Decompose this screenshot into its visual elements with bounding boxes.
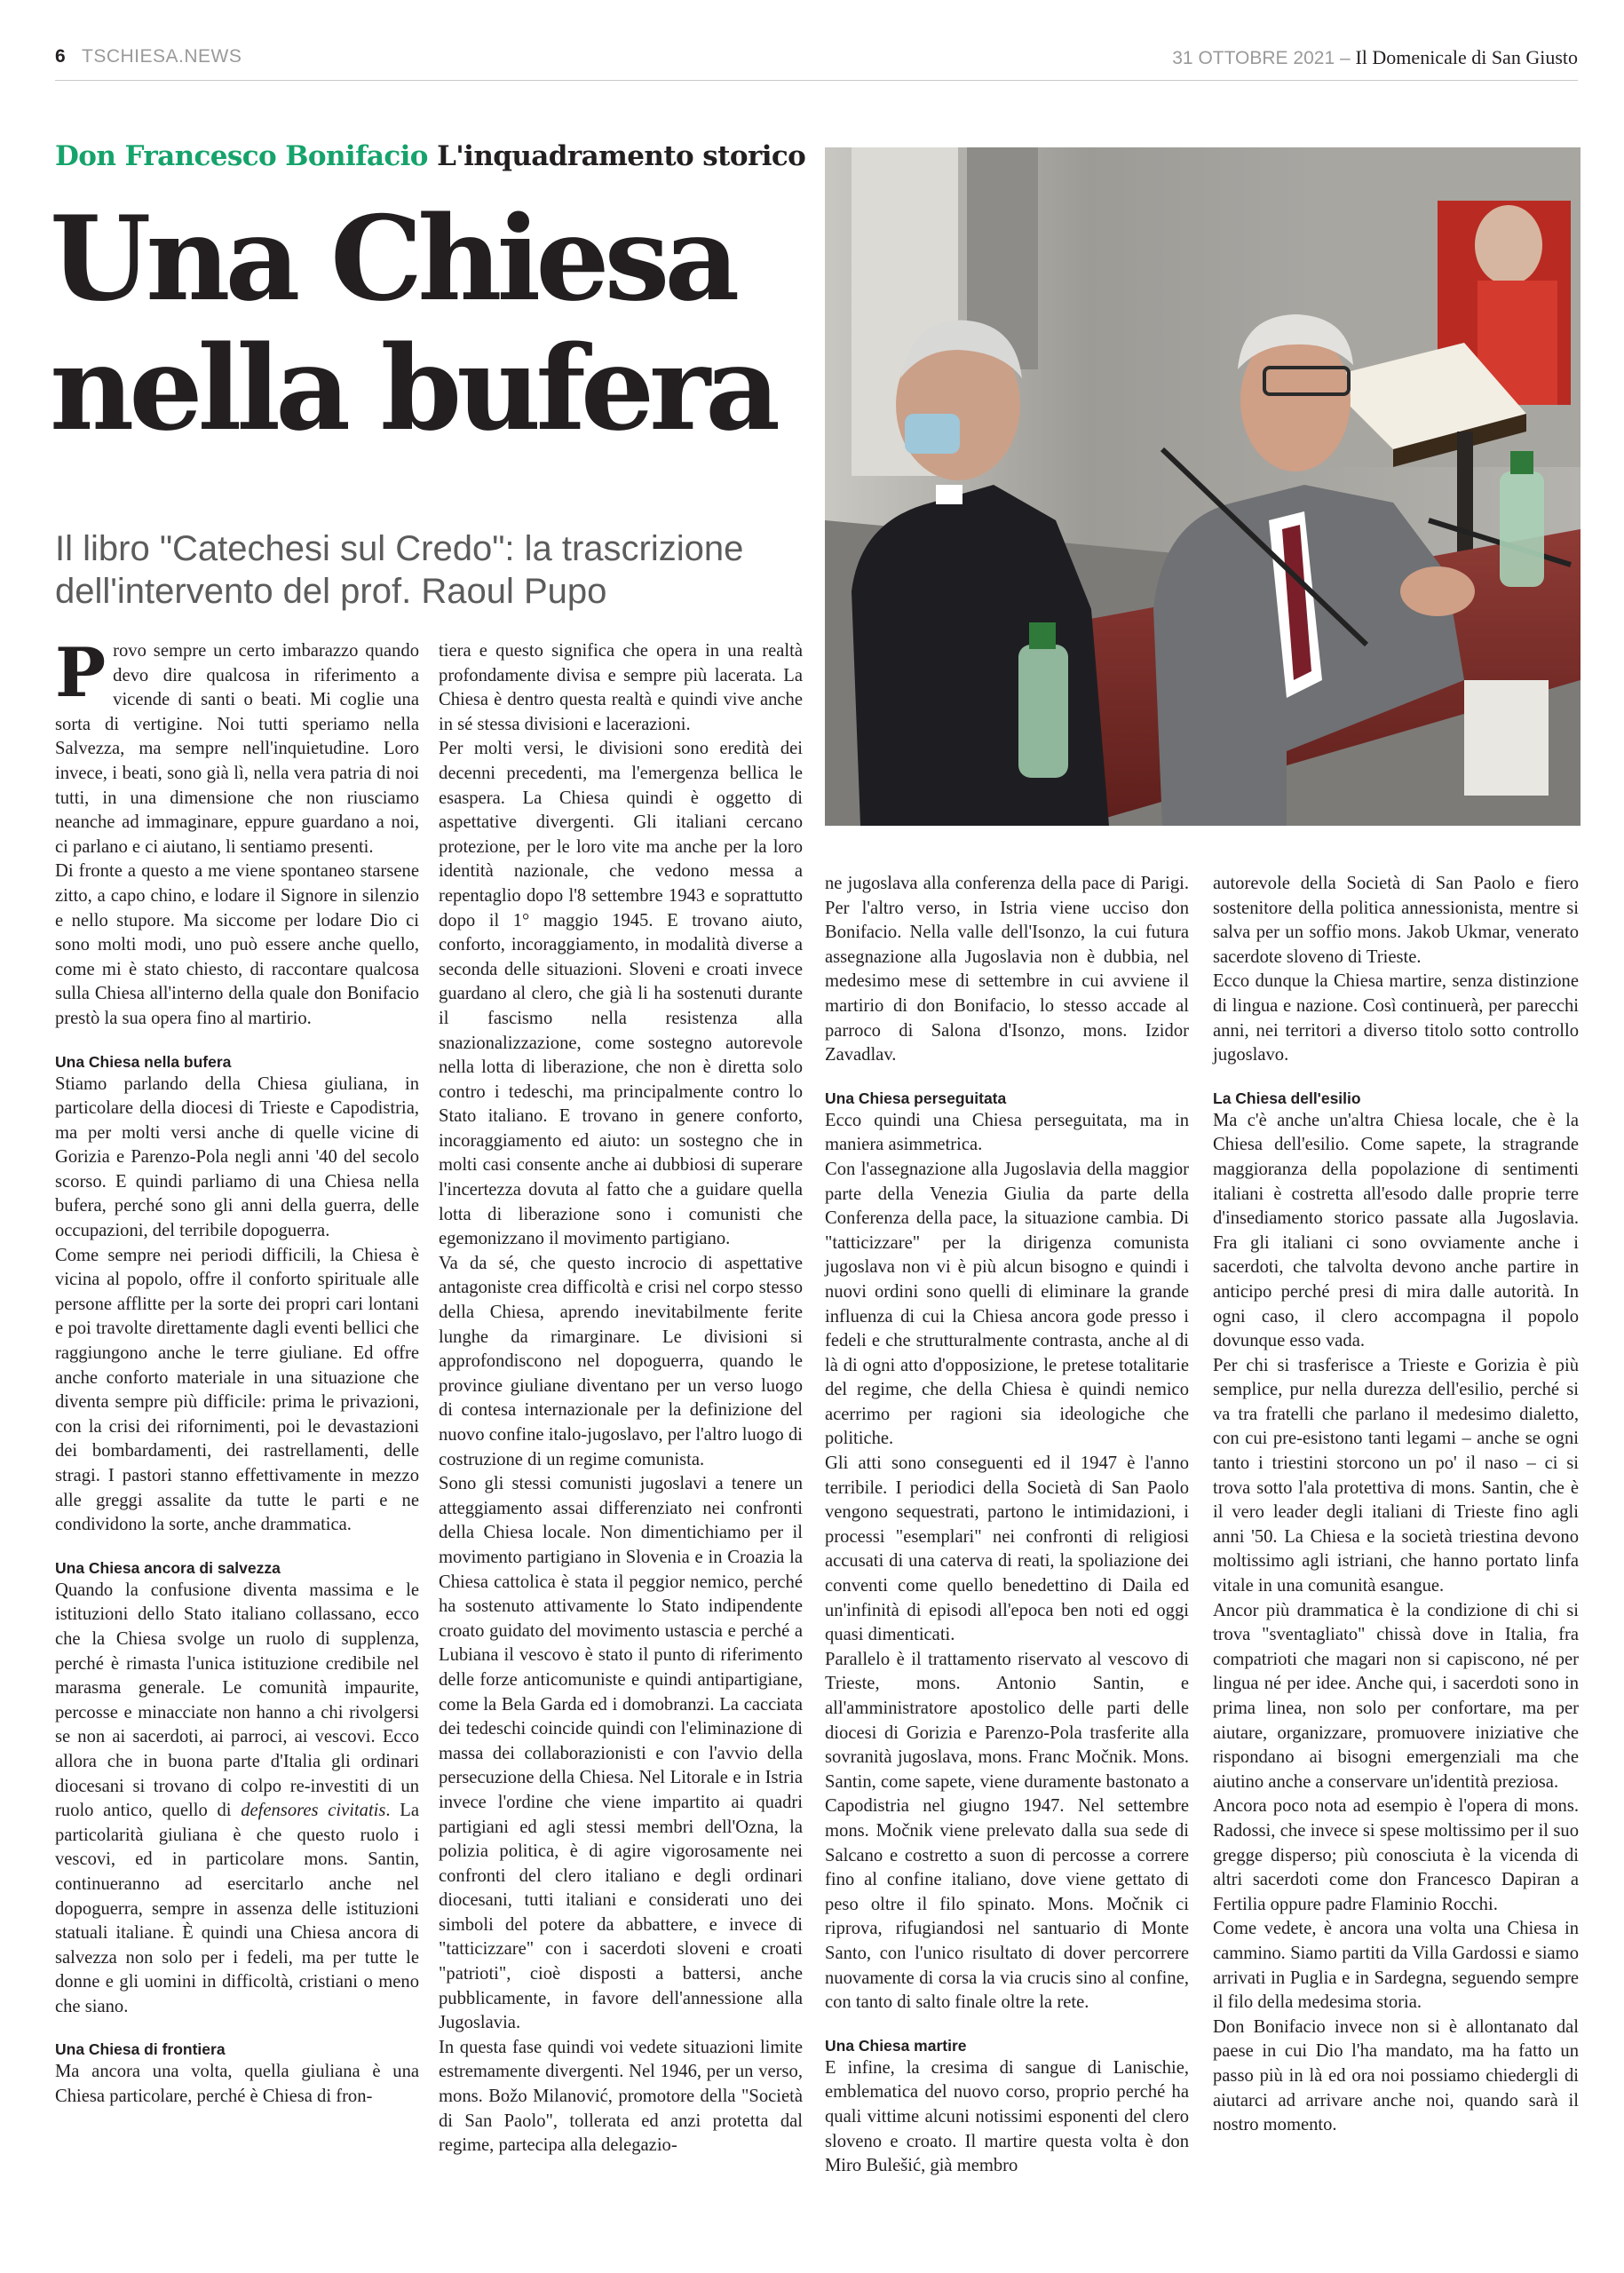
section-heading: Una Chiesa di frontiera — [55, 2040, 226, 2059]
paragraph — [55, 1579, 419, 2020]
paragraph: Ancora poco nota ad esempio è l'opera di mons. Radossi, che invece si spese moltissimo per il suo gregge disperso; più conosciuta è la vicenda di altri sacerdoti come don Francesco Dapiran a Fertilia oppure padre Flaminio Rocchi. — [1213, 1796, 1579, 1914]
article-photo — [825, 147, 1580, 826]
paragraph: Ancor più drammatica è la condizione di chi si trova "sventagliato" chissà dove in Italia, fra compatrioti che magari non si capiscono, né per lingua né per idee. Anche qui, i sacerdoti sono in prima linea, non solo per confortare, ma per aiutare, organizzare, promuovere iniziative che rispondano ai bisogni emergenziali ma che aiutino anche a conservare un'identità preziosa. — [1213, 1600, 1579, 1792]
paragraph: Di fronte a questo a me viene spontaneo starsene zitto, a capo chino, e lodare il Signore in silenzio e nello stupore. Ma siccome per lodare Dio ci sono molti modi, uno può essere anche quello, come mi è stato chiesto, di raccontare qualcosa sulla Chiesa all'interno della quale don Bonifacio prestò la sua opera fino al martirio. — [55, 861, 419, 1028]
paragraph: Per molti versi, le divisioni sono eredità dei decenni precedenti, ma l'emergenza bellica le esaspera. La Chiesa quindi è oggetto di aspettative divergenti. Gli italiani cercano protezione, per le loro vite ma anche per la loro identità nazionale, che vedono messa a repentaglio dopo l'8 settembre 1943 e soprattutto dopo il 1° maggio 1945. E trovano aiuto, conforto, incoraggiamento, in modalità diverse a seconda delle situazioni. Sloveni e croati invece guardano al clero, che già li ha sostenuti durante il fascismo nella resistenza alla snazionalizzazione, come sostegno autorevole nella lotta di liberazione, che non è diretta solo contro i tedeschi, ma principalmente contro lo Stato italiano. E trovano in genere conforto, incoraggiamento ed aiuto: un sostegno che in molti casi consente anche ai dubbiosi di superare l'incertezza dovuta al fatto che a guidare quella lotta di liberazione sono i comunisti che egemonizzano il movimento partigiano. — [439, 739, 803, 1249]
newspaper-name: Il Domenicale di San Giusto — [1355, 46, 1578, 68]
paragraph: Come vedete, è ancora una volta una Chiesa in cammino. Siamo partiti da Villa Gardossi e siamo arrivati in Puglia e in Sardegna, seguendo sempre il filo della medesima storia. — [1213, 1919, 1579, 2013]
header-divider — [55, 80, 1578, 81]
text-column-4 — [1213, 872, 1579, 2138]
paragraph: Ecco dunque la Chiesa martire, senza distinzione di lingua e nazione. Così continuerà, per parecchi anni, nei territori a diverso titolo sotto controllo jugoslavo. — [1213, 971, 1579, 1065]
paragraph: Con l'assegnazione alla Jugoslavia della maggior parte della Venezia Giulia da parte della Conferenza della pace, la situazione cambia. Di "tatticizzare" per la dirigenza comunista jugoslava non vi è più alcun bisogno e quindi i nuovi ordini sono quelli di eliminare la grande influenza di cui la Chiesa ancora gode presso i fedeli e che strutturalmente contrasta, anche al di là di ogni atto d'opposizione, le pretese totalitarie del regime, che della Chiesa è quindi nemico acerrimo per ragioni sia ideologiche che politiche. — [825, 1159, 1189, 1449]
latin-term: defensores civitatis — [241, 1801, 386, 1821]
text-column-1 — [55, 633, 419, 2110]
paragraph-text: Quando la confusione diventa massima e le istituzioni dello Stato italiano collassano, ecco che la Chiesa svolge un ruolo di supplenza, perché è rimasta l'unica istituzione credibile nel marasma generale. Le comunità impaurite, percosse e minacciate non hanno a chi rivolgersi se non ai sacerdoti, ai parroci, ai vescovi. Ecco allora che in buona parte d'Italia gli ordinari diocesani si trovano di colpo re-investiti di un ruolo antico, quello di — [55, 1580, 419, 1821]
paragraph: Gli atti sono conseguenti ed il 1947 è l'anno terribile. I periodici della Società di San Paolo vengono sequestrati, partono le intimidazioni, i processi "esemplari" nei confronti di religiosi accusati di una caterva di reati, la spoliazione dei conventi come quello benedettino di Daila ed un'infinità di episodi all'epoca ben noti ed oggi quasi dimenticati. — [825, 1453, 1189, 1645]
paragraph: Ma ancora una volta, quella giuliana è una Chiesa particolare, perché è Chiesa di fron- — [55, 2062, 419, 2107]
paragraph: Come sempre nei periodi difficili, la Chiesa è vicina al popolo, offre il conforto spirituale alle persone afflitte per la sorte dei propri cari lontani e poi travolte direttamente dagli eventi bellici che raggiungono anche le terre giuliane. Ed offre anche conforto materiale in una situazione che diventa sempre più difficile: prima le privazioni, con la crisi dei rifornimenti, poi le devastazioni dei bombardamenti, dei rastrellamenti, delle stragi. I pastori stanno effettivamente in mezzo alle greggi assalite da tutte le parti e ne condividono la sorte, anche drammatica. — [55, 1245, 419, 1535]
kicker-topic: L'inquadramento storico — [437, 140, 806, 172]
page-header — [55, 39, 1578, 75]
issue-info — [1172, 46, 1578, 69]
section-heading: Una Chiesa nella bufera — [55, 1052, 232, 1071]
paragraph — [55, 633, 419, 859]
article-kicker — [55, 140, 805, 172]
paragraph: autorevole della Società di San Paolo e fiero sostenitore della politica annessionista, mentre si salva per un soffio mons. Jakob Ukmar, venerato sacerdote sloveno di Trieste. — [1213, 874, 1579, 967]
paragraph: In questa fase quindi voi vedete situazioni limite estremamente divergenti. Nel 1946, per un verso, mons. Božo Milanović, promotore della "Società di San Paolo", tollerata ed anzi protetta dal regime, partecipa alla delegazio- — [439, 2037, 803, 2156]
paragraph: Ma c'è anche un'altra Chiesa locale, che è la Chiesa dell'esilio. Come sapete, la stragrande maggioranza della popolazione di sentimenti italiani è costretta all'esodo dalle proprie terre d'insediamento storico passate alla Jugoslavia. Fra gli italiani ci sono ovviamente anche i sacerdoti, che talvolta devono anche partire in anticipo perché presi di mira dalle autorità. In ogni caso, il clero accompagna il popolo dovunque esso vada. — [1213, 1110, 1579, 1351]
paragraph: Per chi si trasferisce a Trieste e Gorizia è più semplice, pur nella durezza dell'esilio, perché si va tra fratelli che parlano il medesimo dialetto, con cui pre-esistono tanti legami – anche se ogni tanto i triestini storcono un po' il naso – ci si trova sotto l'ala protettiva di mons. Santin, che è il vero leader degli italiani di Trieste fino agli anni '50. La Chiesa e la società triestina devono moltissimo agli istriani, che hanno portato linfa vitale in una comunità esangue. — [1213, 1355, 1579, 1596]
article-subtitle: Il libro "Catechesi sul Credo": la trascrizione dell'intervento del prof. Raoul Pupo — [55, 529, 744, 611]
section-heading: La Chiesa dell'esilio — [1213, 1089, 1361, 1107]
paragraph: Va da sé, che questo incrocio di aspettative antagoniste crea difficoltà e crisi nel corpo stesso della Chiesa, aprendo inevitabilmente ferite lunghe da rimarginare. Le divisioni si approfondiscono nel dopoguerra, quando le province giuliane diventano per un verso luogo di contesa internazionale per la definizione del nuovo confine italo-jugoslavo, per l'altro luogo di costruzione di un regime comunista. — [439, 1253, 803, 1469]
section-heading: Una Chiesa perseguitata — [825, 1089, 1007, 1107]
headline-line-1: Una Chiesa — [50, 190, 735, 327]
paragraph: Stiamo parlando della Chiesa giuliana, in particolare della diocesi di Trieste e Capodistria, ma per molti versi anche di quelle vicine di Gorizia e Parenzo-Pola negli anni '40 del secolo scorso. E quindi parliamo di una Chiesa nella bufera, perché sono gli anni della guerra, delle occupazioni, del terribile dopoguerra. — [55, 1073, 419, 1241]
section-heading: Una Chiesa martire — [825, 2036, 967, 2055]
paragraph: Ecco quindi una Chiesa perseguitata, ma in maniera asimmetrica. — [825, 1110, 1189, 1155]
paragraph: ne jugoslava alla conferenza della pace di Parigi. Per l'altro verso, in Istria viene ucciso don Bonifacio. Nella valle dell'Isonzo, la cui futura assegnazione alla Jugoslavia non è dubbia, nel medesimo mese di settembre in cui avviene il martirio di don Bonifacio, lo stesso accade al parroco di Salona d'Isonzo, mons. Izidor Zavadlav. — [825, 874, 1189, 1065]
headline-line-2: nella bufera — [50, 320, 776, 456]
photo-conference-speakers — [825, 147, 1580, 826]
paragraph: Sono gli stessi comunisti jugoslavi a tenere un atteggiamento assai differenziato nei confronti della Chiesa locale. Non dimentichiamo per il movimento partigiano in Slovenia e in Croazia la Chiesa cattolica è stata il peggior nemico, perché ha sostenuto attivamente lo Stato indipendente croato guidato del movimento ustascia e perché a Lubiana il vescovo è stato il punto di riferimento delle forze anticomuniste e quindi antipartigiane, come la Bela Garda ed i domobranzi. La cacciata dei tedeschi coincide quindi con l'eliminazione di massa dei collaborazionisti e con l'avvio della persecuzione della Chiesa. Nel Litorale e in Istria invece l'ordine che viene impartito ai quadri partigiani ed agli stessi membri dell'Ozna, la polizia politica, è di agire vigorosamente nei confronti del clero italiano e degli ordinari diocesani, tutti italiani e considerati uno dei simboli del potere da abbattere, e invece di "tatticizzare" con i sacerdoti sloveni e croati "patrioti", cioè disposti a battersi, anche pubblicamente, in favore dell'annessione alla Jugoslavia. — [439, 1474, 803, 2033]
paragraph-text: rovo sempre un certo imbarazzo quando devo dire qualcosa in riferimento a vicende di santi o beati. Mi coglie una sorta di vertigine. Noi tutti speriamo nella Salvezza, ma sempre nell'inquietudine. Loro invece, i beati, sono già lì, nella vera patria di noi tutti, in una dimensione che non riusciamo neanche ad immaginare, eppure guardano a noi, ci parlano e ci aiutano, li sentiamo presenti. — [55, 641, 419, 857]
section-heading: Una Chiesa ancora di salvezza — [55, 1558, 281, 1577]
page-number: 6 — [55, 46, 66, 67]
paragraph: E infine, la cresima di sangue di Lanischie, emblematica del nuovo corso, proprio perché ha quali vittime alcuni notissimi esponenti del clero sloveno e croato. Il martire questa volta è don Miro Bulešić, già membro — [825, 2057, 1189, 2176]
article-headline — [50, 190, 831, 456]
site-name: TSCHIESA.NEWS — [82, 46, 242, 67]
drop-cap: P — [55, 633, 107, 712]
text-column-3 — [825, 872, 1189, 2179]
issue-separator: – — [1335, 48, 1356, 68]
paragraph: Parallelo è il trattamento riservato al vescovo di Trieste, mons. Antonio Santin, e all'amministratore apostolico delle parti delle diocesi di Gorizia e Parenzo-Pola trasferite alla sovranità jugoslava, mons. Franc Močnik. Mons. Santin, come sapete, viene duramente bastonato a Capodistria nel giugno 1947. Nel settembre mons. Močnik viene prelevato dalla sua sede di Salcano e costretto a suon di percosse a correre fino al confine italiano, dove viene gettato di peso oltre il filo spinato. Mons. Močnik ci riprova, rifugiandosi nel santuario di Monte Santo, con l'unico risultato di dover percorrere nuovamente di corsa la via crucis sino al confine, con tanto di salto finale oltre la rete. — [825, 1649, 1189, 2013]
issue-date: 31 OTTOBRE 2021 — [1172, 48, 1335, 68]
paragraph: tiera e questo significa che opera in una realtà profondamente divisa e sempre più lacerata. La Chiesa è dentro questa realtà e quindi vive anche in sé stessa divisioni e lacerazioni. — [439, 641, 803, 734]
paragraph-text: . La particolarità giuliana è che questo ruolo i vescovi, ed in particolare mons. Santin, continueranno ad esercitarlo anche nel dopoguerra, sempre in assenza delle istituzioni statuali italiane. È quindi una Chiesa ancora di salvezza non solo per i fedeli, ma per tutte le donne e gli uomini in difficoltà, cristiani o meno che siano. — [55, 1801, 419, 2016]
kicker-name: Don Francesco Bonifacio — [55, 140, 428, 172]
paragraph: Don Bonifacio invece non si è allontanato dal paese in cui Dio l'ha mandato, ma ha fatto un passo più in là ed ora noi possiamo chiedergli di aiutarci ad arrivare anche noi, quando sarà il nostro momento. — [1213, 2016, 1579, 2135]
text-column-2 — [439, 639, 803, 2158]
